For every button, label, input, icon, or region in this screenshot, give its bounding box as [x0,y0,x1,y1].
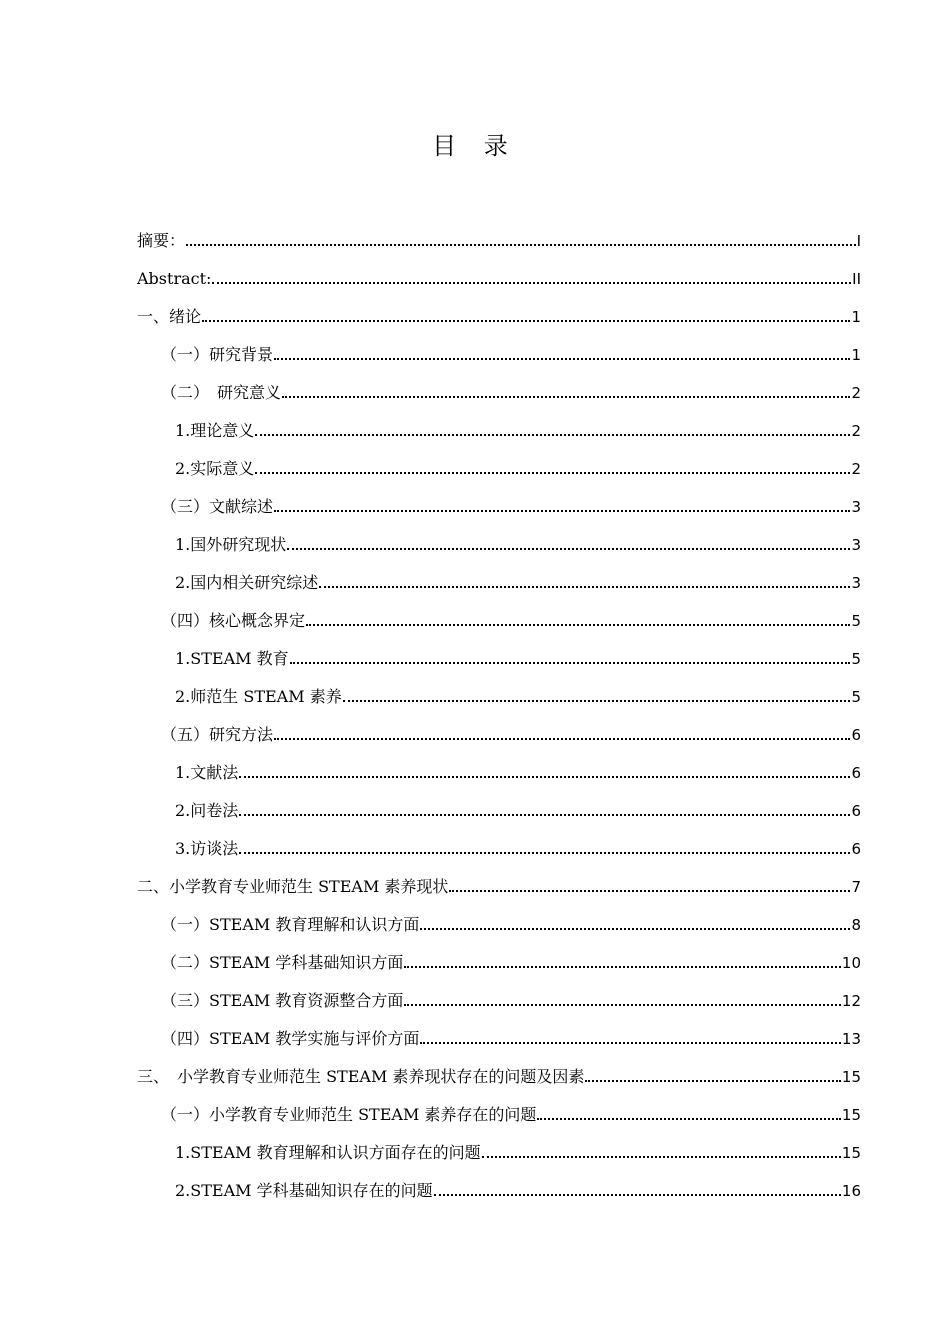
toc-entry[interactable] [137,251,861,289]
toc-entry-title: 三、 小学教育专业师范生 STEAM 素养现状存在的问题及因素 [137,1067,585,1086]
toc-entry-page-number: 15 [841,1144,861,1162]
dot-leader [212,282,851,284]
dot-leader [585,1080,840,1082]
dot-leader [274,358,850,360]
toc-entry-title: 2.师范生 STEAM 素养 [175,687,342,706]
toc-entry-title: （一）小学教育专业师范生 STEAM 素养存在的问题 [161,1105,537,1124]
toc-entry-page-number: 12 [841,992,861,1010]
dot-leader [420,928,850,930]
dot-leader [274,510,850,512]
dot-leader [434,1194,841,1196]
toc-entry[interactable] [137,213,861,251]
dot-leader [537,1118,840,1120]
dot-leader [420,1042,841,1044]
toc-entry-title: 1.STEAM 教育 [175,649,289,668]
dot-leader [255,472,850,474]
toc-entry[interactable] [137,441,861,479]
toc-entry-title: 摘要： [137,231,186,250]
toc-entry-page-number: 2 [851,460,861,478]
toc-entry[interactable] [137,1087,861,1125]
toc-entry-page-number: 16 [841,1182,861,1200]
toc-entry[interactable] [137,555,861,593]
toc-entry-title: 二、小学教育专业师范生 STEAM 素养现状 [137,877,449,896]
toc-entry-page-number: 6 [851,840,861,858]
toc-entry-page-number: 15 [841,1106,861,1124]
toc-entry-page-number: 5 [851,612,861,630]
toc-entry-title: （二）STEAM 学科基础知识方面 [161,953,404,972]
toc-entry-title: 1.理论意义 [175,421,255,440]
toc-entry-page-number: 10 [841,954,861,972]
toc-entry[interactable] [137,593,861,631]
toc-entry-page-number: 6 [851,802,861,820]
toc-entry-title: （五）研究方法 [161,725,274,744]
dot-leader [343,700,851,702]
toc-entry[interactable] [137,1163,861,1201]
toc-entry-title: （二） 研究意义 [161,383,282,402]
toc-entry[interactable] [137,403,861,441]
toc-entry[interactable] [137,783,861,821]
toc-entry-page-number: 15 [841,1068,861,1086]
dot-leader [449,890,850,892]
toc-entry[interactable] [137,1049,861,1087]
toc-entry-page-number: 5 [851,688,861,706]
toc-entry-page-number: 6 [851,726,861,744]
toc-entry-page-number: 6 [851,764,861,782]
toc-entry-page-number: 5 [851,650,861,668]
toc-entry-title: （三）文献综述 [161,497,274,516]
dot-leader [202,320,850,322]
toc-entry[interactable] [137,973,861,1011]
toc-entry[interactable] [137,669,861,707]
toc-entry-page-number: 7 [851,878,861,896]
toc-entry[interactable] [137,935,861,973]
dot-leader [274,738,850,740]
toc-entry[interactable] [137,1011,861,1049]
table-of-contents [137,213,861,1201]
toc-entry[interactable] [137,365,861,403]
toc-entry-page-number: 1 [851,346,861,364]
toc-entry-page-number: 1 [851,308,861,326]
dot-leader [255,434,850,436]
toc-entry[interactable] [137,1125,861,1163]
dot-leader [290,662,851,664]
toc-entry-page-number: 3 [851,536,861,554]
toc-entry-title: 一、绪论 [137,307,202,326]
toc-entry-title: 1.STEAM 教育理解和认识方面存在的问题 [175,1143,481,1162]
toc-entry-title: （四）STEAM 教学实施与评价方面 [161,1029,420,1048]
toc-entry-page-number: 3 [851,498,861,516]
toc-entry[interactable] [137,289,861,327]
toc-entry[interactable] [137,707,861,745]
toc-entry-title: Abstract: [137,269,212,288]
toc-entry-page-number: 3 [851,574,861,592]
toc-entry-title: （一）研究背景 [161,345,274,364]
dot-leader [239,814,850,816]
toc-entry-title: 1.文献法 [175,763,239,782]
dot-leader [404,1004,841,1006]
dot-leader [482,1156,841,1158]
toc-entry-title: 3.访谈法 [175,839,239,858]
dot-leader [186,244,856,246]
toc-entry-page-number: I [856,232,861,250]
toc-entry-page-number: 8 [851,916,861,934]
dot-leader [319,586,850,588]
dot-leader [287,548,850,550]
toc-entry-title: 2.问卷法 [175,801,239,820]
toc-entry-page-number: II [852,270,861,288]
toc-entry-title: （三）STEAM 教育资源整合方面 [161,991,404,1010]
toc-entry[interactable] [137,859,861,897]
toc-entry-title: 2.实际意义 [175,459,255,478]
toc-entry[interactable] [137,631,861,669]
toc-entry-title: 2.STEAM 学科基础知识存在的问题 [175,1181,433,1200]
page-title: 目 录 [432,132,518,160]
dot-leader [306,624,850,626]
toc-entry-title: 1.国外研究现状 [175,535,287,554]
toc-entry[interactable] [137,745,861,783]
toc-entry-title: （四）核心概念界定 [161,611,306,630]
toc-entry[interactable] [137,327,861,365]
toc-entry[interactable] [137,897,861,935]
dot-leader [282,396,850,398]
toc-entry-title: （一）STEAM 教育理解和认识方面 [161,915,420,934]
dot-leader [404,966,841,968]
dot-leader [239,852,850,854]
toc-entry-page-number: 13 [841,1030,861,1048]
toc-entry-page-number: 2 [851,384,861,402]
toc-entry-page-number: 2 [851,422,861,440]
toc-entry[interactable] [137,517,861,555]
toc-entry[interactable] [137,479,861,517]
toc-entry-title: 2.国内相关研究综述 [175,573,319,592]
dot-leader [239,776,850,778]
toc-entry[interactable] [137,821,861,859]
